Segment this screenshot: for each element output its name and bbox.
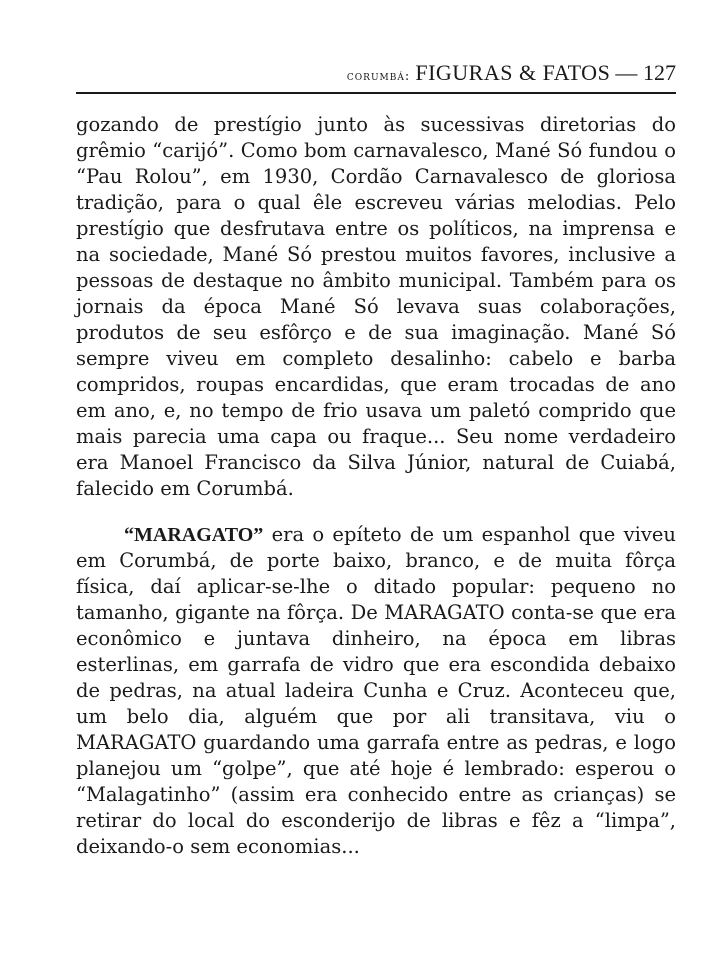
body-text [76,112,676,860]
running-header [76,60,676,90]
header-separator: — [615,60,638,85]
header-book-title: FIGURAS & FATOS [415,60,611,85]
header-place: corumbá: [346,69,411,84]
page-number: 127 [643,60,676,85]
paragraph-lead: “MARAGATO” [124,524,264,546]
paragraph-mane-so [76,112,676,502]
paragraph-text: gozando de prestígio junto às sucessivas diretorias do grêmio “carijó”. Como bom carnavalesco, Mané Só fundou o “Pau Rolou”, em 1930, Cordão Carnavalesco de gloriosa tradição, para o qual êle escreveu várias melodias. Pelo prestígio que desfrutava entre os políticos, na imprensa e na sociedade, Mané Só prestou muitos favores, inclusive a pessoas de destaque no âmbito municipal. Também para os jornais da época Mané Só levava suas colaborações, produtos de seu esfôrço e de sua imaginação. Mané Só sempre viveu em completo desalinho: cabelo e barba compridos, roupas encardidas, que eram trocadas de ano em ano, e, no tempo de frio usava um paletó comprido que mais parecia uma capa ou fraque... Seu nome verdadeiro era Manoel Francisco da Silva Júnior, natural de Cuiabá, falecido em Corumbá. [76,113,676,500]
header-rule [76,92,676,94]
paragraph-text: era o epíteto de um espanhol que viveu em Corumbá, de porte baixo, branco, e de muita fôrça física, daí aplicar-se-lhe o ditado popular: pequeno no tamanho, gigante na fôrça. De MARAGATO conta-se que era econômico e juntava dinheiro, na época em libras esterlinas, em garrafa de vidro que era escondida debaixo de pedras, na atual ladeira Cunha e Cruz. Aconteceu que, um belo dia, alguém que por ali transitava, viu o MARAGATO guardando uma garrafa entre as pedras, e logo planejou um “golpe”, que até hoje é lembrado: esperou o “Malagatinho” (assim era conhecido entre as crianças) se retirar do local do esconderijo de libras e fêz a “limpa”, deixando-o sem economias... [76,523,676,858]
paragraph-maragato [76,522,676,860]
